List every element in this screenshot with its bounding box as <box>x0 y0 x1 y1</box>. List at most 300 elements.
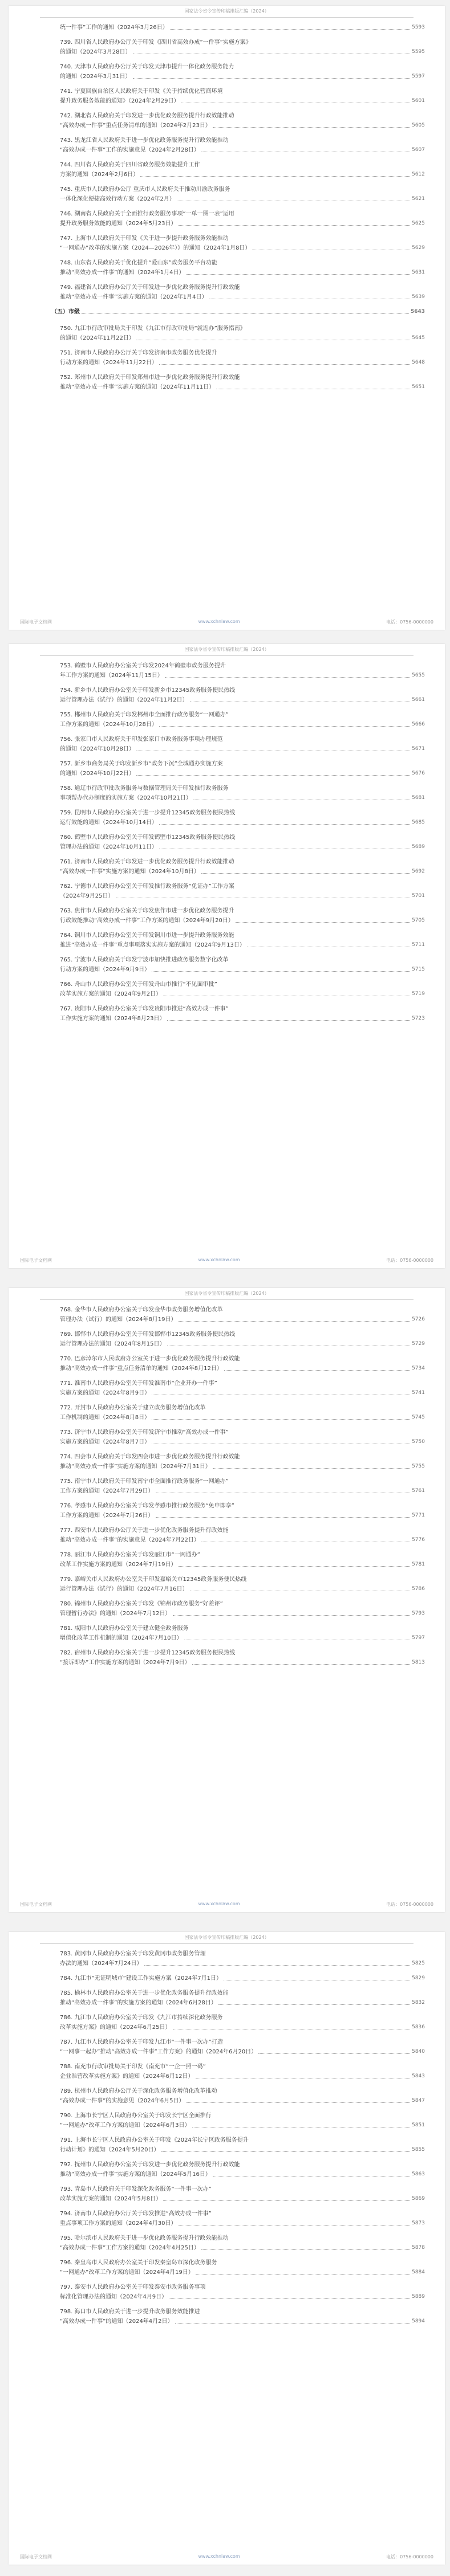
page-header: 国家法令省令宣传印稿排版汇编（2024） <box>184 647 269 652</box>
toc-entry[interactable] <box>60 136 425 155</box>
toc-entry[interactable] <box>60 2037 425 2057</box>
entry-title-text: 企业准营改革实施方案》的通知（2024年6月12日） <box>60 2073 194 2080</box>
page-number: 5676 <box>412 771 425 776</box>
dot-leader <box>170 23 410 30</box>
toc-entry-line <box>60 1339 425 1349</box>
toc-entry-line <box>60 1511 425 1521</box>
footer-right: 电话：0756-0000000 <box>386 2554 433 2559</box>
dot-leader <box>159 720 410 727</box>
page-number: 5755 <box>412 1464 425 1469</box>
entry-title-text: 工作方案的通知（2024年7月26日） <box>60 1513 154 1519</box>
dot-leader <box>258 2047 410 2054</box>
toc-entry[interactable] <box>60 324 425 343</box>
entry-title-text: 推动“高效办成一件事”的通知（2024年1月4日） <box>60 270 185 276</box>
dot-leader <box>133 47 411 54</box>
dot-leader <box>173 1609 411 1616</box>
toc-entry[interactable] <box>60 2184 425 2204</box>
page-number: 5734 <box>412 1366 425 1371</box>
toc-entry[interactable] <box>60 710 425 729</box>
page-number: 5645 <box>412 335 425 341</box>
toc-entry-line <box>60 2047 425 2057</box>
toc-entry[interactable] <box>60 1550 425 1570</box>
entry-title-text: 771. 淮南市人民政府办公室关于印发淮南市“企业开办一件事” <box>60 1380 217 1387</box>
toc-entry-line <box>60 2258 425 2268</box>
toc-entry-line <box>60 1014 425 1024</box>
entry-title-text: 实施方案的通知（2024年8月9日） <box>60 1390 151 1396</box>
entry-title-text: 推动“高效办成一件事”的实施意见（2024年7月22日） <box>60 1537 200 1543</box>
entry-title-text: 运行效能的通知（2024年10月14日） <box>60 820 157 826</box>
toc-entry[interactable] <box>60 2160 425 2179</box>
toc-entry[interactable] <box>60 1974 425 1983</box>
toc-entry-line <box>60 136 425 145</box>
entry-title-text: 762. 宁德市人民政府办公室关于印发推行政务服务“免证办”工作方案 <box>60 883 234 890</box>
dot-leader <box>159 842 410 849</box>
entry-title-text: 改革实施方案的通知（2024年9月2日） <box>60 991 162 997</box>
dot-leader <box>152 1413 410 1420</box>
entry-title-text: 747. 上海市人民政府关于印发《关于进一步提升政务服务效能推动 <box>60 235 229 242</box>
entry-title-text: 767. 贵阳市人民政府办公室关于印发贵阳市推进“高效办成一件事” <box>60 1006 229 1012</box>
toc-entry[interactable] <box>60 955 425 975</box>
entry-title-text: 792. 抚州市人民政府办公室关于印发进一步优化政务服务提升行政效能 <box>60 2162 240 2168</box>
toc-entry-line <box>60 62 425 72</box>
entry-title-text: 760. 鹤壁市人民政府办公室关于印发鹤壁市12345政务服务便民热线 <box>60 834 236 841</box>
entry-title-text: 744. 四川省人民政府关于四川省政务服务效能提升工作 <box>60 162 200 168</box>
toc-entry[interactable] <box>60 980 425 999</box>
page-number: 5595 <box>412 49 425 55</box>
header-rule <box>40 17 413 18</box>
entry-title-text: 755. 郴州市人民政府关于印发郴州市全面推行政务服务“一网通办” <box>60 712 229 718</box>
toc-entry[interactable] <box>60 2013 425 2032</box>
page-number: 5786 <box>412 1586 425 1592</box>
toc-entry-line <box>60 1477 425 1486</box>
page-number: 5889 <box>412 2294 425 2300</box>
footer-right: 电话：0756-0000000 <box>386 1258 433 1263</box>
toc-entry[interactable] <box>60 258 425 278</box>
toc-entry-line <box>60 1550 425 1560</box>
page-number: 5729 <box>412 1341 425 1347</box>
page-number: 5648 <box>412 360 425 365</box>
entry-title-text: “接诉即办”工作实施方案的通知（2024年7月9日） <box>60 1660 190 1666</box>
toc-entry[interactable] <box>60 234 425 253</box>
toc-entry[interactable] <box>60 1501 425 1521</box>
page-number: 5884 <box>412 2269 425 2275</box>
toc-entries <box>51 23 425 397</box>
toc-entry[interactable] <box>60 1354 425 1373</box>
toc-entry-line <box>60 1413 425 1422</box>
entry-title-text: 782. 宿州市人民政府办公室关于进一步提升12345政务服务便民热线 <box>60 1650 236 1656</box>
page-number: 5681 <box>412 795 425 801</box>
toc-entry[interactable] <box>60 1330 425 1349</box>
entry-title-text: 758. 通辽市行政审批政务服务与数据管理局关于印发推行政务服务 <box>60 785 229 792</box>
toc-entry[interactable] <box>60 1599 425 1619</box>
toc-entry[interactable] <box>60 784 425 803</box>
toc-entry-line <box>60 258 425 268</box>
toc-entry-line <box>60 842 425 852</box>
toc-entry-line <box>60 955 425 965</box>
toc-entry[interactable] <box>60 1648 425 1668</box>
toc-entry-line <box>60 793 425 803</box>
toc-entry-line <box>60 292 425 302</box>
toc-entry[interactable] <box>60 2282 425 2302</box>
dot-leader <box>209 292 411 299</box>
toc-entry[interactable] <box>60 1452 425 1472</box>
toc-entry-line <box>60 1584 425 1594</box>
dot-leader <box>179 1560 411 1567</box>
page-number: 5701 <box>412 893 425 899</box>
toc-entry[interactable] <box>60 38 425 57</box>
toc-entry[interactable] <box>60 283 425 302</box>
toc-entry-line <box>60 1560 425 1570</box>
toc-entry-line <box>60 2292 425 2302</box>
entry-title-text: 798. 海口市人民政府关于进一步提升政务服务效能推进 <box>60 2309 200 2315</box>
toc-entry[interactable] <box>60 2233 425 2253</box>
entry-title-text: 784. 九江市“无证明城市”建设工作实施方案（2024年7月1日） <box>60 1975 222 1982</box>
page-3 <box>9 1288 445 1912</box>
dot-leader <box>177 194 410 201</box>
toc-entry-line <box>60 940 425 950</box>
toc-entry-line <box>60 2209 425 2219</box>
toc-entry[interactable] <box>60 348 425 368</box>
toc-section-heading[interactable] <box>51 307 425 317</box>
entry-title-text: 的通知（2024年11月22日） <box>60 335 135 341</box>
entry-title-text: 770. 巴彦淖尔市人民政府办公室关于进一步优化政务服务提升行政效能 <box>60 1356 240 1362</box>
toc-entry-line <box>60 686 425 695</box>
page-number: 5612 <box>412 172 425 177</box>
page-number: 5643 <box>410 309 425 315</box>
toc-entry[interactable] <box>60 686 425 705</box>
dot-leader <box>201 1535 410 1542</box>
toc-entry-line <box>60 219 425 229</box>
entry-title-text: 推动“高效办成一件事”实施方案的通知（2024年7月31日） <box>60 1464 211 1470</box>
page-number: 5705 <box>412 918 425 923</box>
entry-title-text: 777. 西安市人民政府办公厅关于进一步优化政务服务提升行政效能 <box>60 1527 229 1534</box>
entry-title-text: 管理办法（试行）的通知（2024年8月19日） <box>60 1316 177 1323</box>
toc-entry[interactable] <box>60 2062 425 2081</box>
toc-entry[interactable] <box>60 1428 425 1447</box>
page-number: 5666 <box>412 722 425 727</box>
entry-title-text: 763. 焦作市人民政府办公室关于印发焦作市进一步优化政务服务提升 <box>60 908 234 914</box>
dot-leader <box>179 2219 411 2226</box>
page-number: 5593 <box>412 25 425 30</box>
toc-entry-line <box>60 2145 425 2155</box>
footer-left: 国际电子文档网 <box>20 1902 52 1907</box>
toc-entry-line <box>60 2096 425 2106</box>
toc-entry-line <box>60 1535 425 1545</box>
toc-entry-line <box>60 1437 425 1447</box>
toc-entry-line <box>60 1403 425 1413</box>
page-number: 5631 <box>412 270 425 275</box>
toc-entry[interactable] <box>60 1379 425 1398</box>
toc-entry-line <box>60 1949 425 1959</box>
toc-entry[interactable] <box>60 2111 425 2130</box>
dot-leader <box>136 744 410 751</box>
toc-entry-line <box>60 695 425 705</box>
toc-entry[interactable] <box>60 2307 425 2326</box>
toc-entry-line <box>60 2282 425 2292</box>
toc-entry-line <box>60 808 425 818</box>
entry-title-text: 行动方案的通知（2024年9月9日） <box>60 967 151 973</box>
toc-entry[interactable] <box>60 857 425 877</box>
entry-title-text: 749. 福建省人民政府办公厅关于印发进一步优化政务服务提升行政效能 <box>60 284 240 291</box>
toc-entry-line <box>60 661 425 671</box>
entry-title-text: 775. 南宁市人民政府关于印发南宁市全面推行政务服务“一网通办” <box>60 1478 229 1485</box>
dot-leader <box>213 2170 410 2176</box>
toc-entry-line <box>60 891 425 901</box>
page-footer <box>20 1901 433 1907</box>
footer-link[interactable]: www.xchnlaw.com <box>198 1257 240 1262</box>
toc-entry-line <box>60 965 425 975</box>
toc-entry[interactable] <box>60 735 425 754</box>
toc-entry[interactable] <box>60 2086 425 2106</box>
toc-entry[interactable] <box>60 62 425 81</box>
toc-entry[interactable] <box>60 2258 425 2277</box>
entry-title-text: 管理暂行办法》的通知（2024年7月12日） <box>60 1611 171 1617</box>
dot-leader <box>133 72 411 79</box>
toc-entry-line <box>60 2013 425 2023</box>
page-number: 5726 <box>412 1316 425 1322</box>
entry-title-text: 785. 榆林市人民政府办公室关于进一步优化政务服务提升行政效能 <box>60 1990 229 1996</box>
entry-title-text: 办法的通知（2024年7月24日） <box>60 1960 143 1967</box>
entry-title-text: 743. 黑龙江省人民政府关于进一步优化政务服务提升行政效能推动 <box>60 137 229 144</box>
toc-entry[interactable] <box>60 1988 425 2008</box>
toc-entry[interactable] <box>60 185 425 204</box>
toc-entry-line <box>60 1354 425 1364</box>
entry-title-text: “高效办成一件事”工作的实施意见（2024年2月28日） <box>60 147 200 153</box>
toc-entry[interactable] <box>60 833 425 852</box>
toc-entry[interactable] <box>60 1004 425 1024</box>
toc-entry[interactable] <box>60 1949 425 1968</box>
entry-title-text: 推动“高效办成一件事”实施方案的通知（2024年11月11日） <box>60 384 215 390</box>
page-footer <box>20 2554 433 2560</box>
footer-link[interactable]: www.xchnlaw.com <box>198 619 240 624</box>
page-header: 国家法令省令宣传印稿排版汇编（2024） <box>184 9 269 14</box>
toc-entry[interactable] <box>60 882 425 901</box>
toc-entry-line <box>60 1575 425 1584</box>
footer-link[interactable]: www.xchnlaw.com <box>198 2554 240 2559</box>
dot-leader <box>152 965 410 972</box>
entry-title-text: 766. 舟山市人民政府办公室关于印发舟山市推行“不见面审批” <box>60 981 217 988</box>
entry-title-text: 提升政务服务效能的通知（2024年5月23日） <box>60 221 177 227</box>
toc-entry-line <box>60 243 425 253</box>
page-number: 5692 <box>412 869 425 874</box>
entry-title-text: 的通知（2024年10月28日） <box>60 746 135 752</box>
toc-entry-line <box>60 209 425 219</box>
toc-entry-line <box>60 989 425 999</box>
page-number: 5825 <box>412 1960 425 1966</box>
toc-entry[interactable] <box>60 209 425 229</box>
toc-entry-line <box>60 1501 425 1511</box>
toc-entry[interactable] <box>60 906 425 926</box>
toc-entry-line <box>60 2317 425 2326</box>
page-number: 5651 <box>412 384 425 390</box>
toc-entry-line <box>60 283 425 292</box>
page-number: 5745 <box>412 1415 425 1420</box>
entry-title-text: 推动“高效办成一件事”实施方案的通知（2024年5月16日） <box>60 2171 211 2178</box>
toc-entry-line <box>60 2307 425 2317</box>
entry-title-text: 行动计划》的通知（2024年5月20日） <box>60 2147 160 2153</box>
dot-leader <box>213 1462 410 1469</box>
toc-entry-line <box>60 1315 425 1324</box>
dot-leader <box>165 671 410 678</box>
entry-title-text: 788. 南充市行政审批局关于印发《南充市“一企一照一码” <box>60 2064 206 2070</box>
entry-title-text: 786. 九江市人民政府办公室关于印发《九江市持续深化政务服务 <box>60 2015 223 2021</box>
entry-title-text: 765. 宁波市人民政府关于印发宁波市加快推进政务服务数字化改革 <box>60 957 229 963</box>
toc-entry-line <box>60 2086 425 2096</box>
entry-title-text: 753. 鹤壁市人民政府办公室关于印发2024年鹤壁市政务服务提升 <box>60 663 226 669</box>
dot-leader <box>156 1511 411 1518</box>
dot-leader <box>187 268 411 275</box>
page-number: 5781 <box>412 1562 425 1567</box>
entry-title-text: 工作机制的通知（2024年8月8日） <box>60 1415 151 1421</box>
entry-title-text: 重点事项工作方案的通知（2024年4月30日） <box>60 2220 177 2227</box>
page-number: 5723 <box>412 1016 425 1021</box>
toc-entry[interactable] <box>60 373 425 392</box>
toc-entry-line <box>60 2219 425 2228</box>
entry-title-text: 772. 开封市人民政府办公室关于建立政务服务增值化改革 <box>60 1405 206 1411</box>
toc-entry-line <box>60 194 425 204</box>
entry-title-text: 745. 重庆市人民政府办公厅 重庆市人民政府关于推动川渝政务服务 <box>60 186 230 193</box>
entry-title-text: 793. 青岛市人民政府关于印发深化政务服务“一件事一次办” <box>60 2186 212 2192</box>
toc-entry-line <box>60 160 425 170</box>
page-number: 5621 <box>412 196 425 202</box>
page-number: 5776 <box>412 1537 425 1543</box>
toc-entry[interactable] <box>60 1624 425 1643</box>
entry-title-text: 增值化改革工作机制的通知（2024年7月10日） <box>60 1635 183 1641</box>
page-1 <box>9 6 445 630</box>
page-number: 5715 <box>412 967 425 972</box>
toc-entry[interactable] <box>60 2135 425 2155</box>
header-rule <box>40 1943 413 1944</box>
page-number: 5836 <box>412 2024 425 2030</box>
toc-entry-line <box>60 818 425 828</box>
toc-entry-line <box>60 759 425 769</box>
page-number: 5655 <box>412 672 425 678</box>
entry-title-text: 实施方案的通知（2024年8月7日） <box>60 1439 151 1445</box>
dot-leader <box>213 121 410 128</box>
toc-entry-line <box>60 47 425 57</box>
toc-entry-line <box>60 2233 425 2243</box>
entry-title-text: 756. 张家口市人民政府关于印发张家口市政务服务事项办理规范 <box>60 736 223 743</box>
toc-entry[interactable] <box>60 931 425 950</box>
footer-right: 电话：0756-0000000 <box>386 1902 433 1907</box>
toc-entry-line <box>60 784 425 793</box>
entry-title-text: “高效办成一件事”的实施意见（2024年6月5日） <box>60 2098 185 2104</box>
entry-title-text: 752. 郑州市人民政府关于印发郑州市进一步优化政务服务提升行政效能 <box>60 374 240 381</box>
page-number: 5894 <box>412 2318 425 2324</box>
entry-title-text: 年工作方案的通知（2024年11月15日） <box>60 672 163 679</box>
page-header: 国家法令省令宣传印稿排版汇编（2024） <box>184 1935 269 1940</box>
toc-entries <box>60 1305 425 1673</box>
dot-leader <box>169 2292 410 2299</box>
entry-title-text: 748. 山东省人民政府关于优化提升“爱山东”政务服务平台功能 <box>60 260 217 266</box>
toc-entry-line <box>60 2037 425 2047</box>
toc-entry-line <box>60 906 425 916</box>
toc-entry[interactable] <box>60 1477 425 1496</box>
entry-title-text: 运行管理办法的通知（2024年8月15日） <box>60 1341 165 1347</box>
toc-entry[interactable] <box>60 808 425 828</box>
toc-entry[interactable] <box>60 1526 425 1545</box>
toc-entry[interactable] <box>60 1403 425 1422</box>
toc-entry-line <box>60 1988 425 1998</box>
toc-entry[interactable] <box>60 759 425 778</box>
dot-leader <box>116 891 411 898</box>
toc-entry-line <box>60 769 425 778</box>
dot-leader <box>218 1998 410 2005</box>
dot-leader <box>224 1974 410 1980</box>
dot-leader <box>156 1486 411 1493</box>
toc-entry-line <box>60 1658 425 1668</box>
entry-title-text: 的通知（2024年10月22日） <box>60 771 135 777</box>
toc-entry-line <box>60 1388 425 1398</box>
page-number: 5625 <box>412 221 425 226</box>
entry-title-text: 761. 济南市人民政府关于印发进一步优化政务服务提升行政效能推动 <box>60 859 234 865</box>
entry-title-text: 754. 新乡市人民政府办公室关于印发新乡市12345政务服务便民热线 <box>60 687 236 694</box>
entry-title-text: 787. 九江市人民政府办公室关于印发九江市“一件事一次办”打造 <box>60 2039 223 2045</box>
toc-entry-line <box>60 720 425 729</box>
toc-entry-line <box>60 1648 425 1658</box>
page-header: 国家法令省令宣传印稿排版汇编（2024） <box>184 1291 269 1296</box>
toc-entry[interactable] <box>60 1305 425 1324</box>
entry-title-text: 783. 黄冈市人民政府办公室关于印发黄冈市政务服务管理 <box>60 1951 206 1957</box>
entry-title-text: “一网通办”改革工作方案的通知（2024年4月19日） <box>60 2269 194 2276</box>
toc-entry-line <box>60 358 425 368</box>
toc-entry[interactable] <box>60 661 425 680</box>
entry-title-text: 改革工作实施方案的通知（2024年7月19日） <box>60 1562 177 1568</box>
page-number: 5851 <box>412 2122 425 2128</box>
toc-entry-line <box>60 867 425 877</box>
toc-entry-line <box>60 234 425 243</box>
toc-entry[interactable] <box>60 160 425 180</box>
entry-title-text: 781. 咸阳市人民政府办公室关于建立健全政务服务 <box>60 1625 189 1632</box>
toc-entry-line <box>60 857 425 867</box>
entry-title-text: 推动“高效办成一件事”实施方案的通知（2024年1月4日） <box>60 294 208 300</box>
page-number: 5873 <box>412 2220 425 2226</box>
page-number: 5689 <box>412 844 425 850</box>
toc-entry-line <box>60 916 425 926</box>
toc-entry[interactable] <box>60 111 425 131</box>
toc-entry-line <box>60 1004 425 1014</box>
toc-entry-line <box>60 2184 425 2194</box>
entry-title-text: 739. 四川省人民政府办公厅关于印发《四川省高效办成“一件事”实施方案》 <box>60 39 252 46</box>
dot-leader <box>196 2268 410 2275</box>
footer-right: 电话：0756-0000000 <box>386 619 433 625</box>
toc-entry-line <box>60 1974 425 1983</box>
toc-entry[interactable] <box>60 1575 425 1594</box>
toc-entry[interactable] <box>60 2209 425 2228</box>
toc-entry-line <box>60 1609 425 1619</box>
toc-entry-line <box>60 2072 425 2081</box>
entry-title-text: 推动“高效办成一件事”重点任务清单的通知（2024年8月12日） <box>60 1366 222 1372</box>
entry-title-text: 751. 济南市人民政府办公厅关于印发济南市政务服务优化提升 <box>60 350 217 356</box>
page-number: 5793 <box>412 1611 425 1616</box>
toc-entry-line <box>60 1526 425 1535</box>
dot-leader <box>136 769 410 776</box>
entry-title-text: “一网通办”改革的实施方案（2024—2026年）》的通知（2024年1月8日） <box>60 245 251 251</box>
page-number: 5829 <box>412 1975 425 1981</box>
page-number: 5639 <box>412 294 425 300</box>
toc-entry[interactable] <box>60 87 425 106</box>
header-rule <box>40 1299 413 1300</box>
entry-title-text: 推动“高效办成一件事”的实施方案的通知（2024年6月28日） <box>60 2000 217 2006</box>
footer-link[interactable]: www.xchnlaw.com <box>198 1901 240 1906</box>
header-rule <box>40 655 413 656</box>
toc-entry-line <box>60 2023 425 2032</box>
toc-entry-line <box>60 1486 425 1496</box>
toc-entry-line <box>60 2194 425 2204</box>
page-number: 5711 <box>412 942 425 948</box>
toc-entry[interactable] <box>60 23 425 32</box>
entry-title-text: 工作实施方案的通知（2024年8月23日） <box>60 1016 165 1022</box>
